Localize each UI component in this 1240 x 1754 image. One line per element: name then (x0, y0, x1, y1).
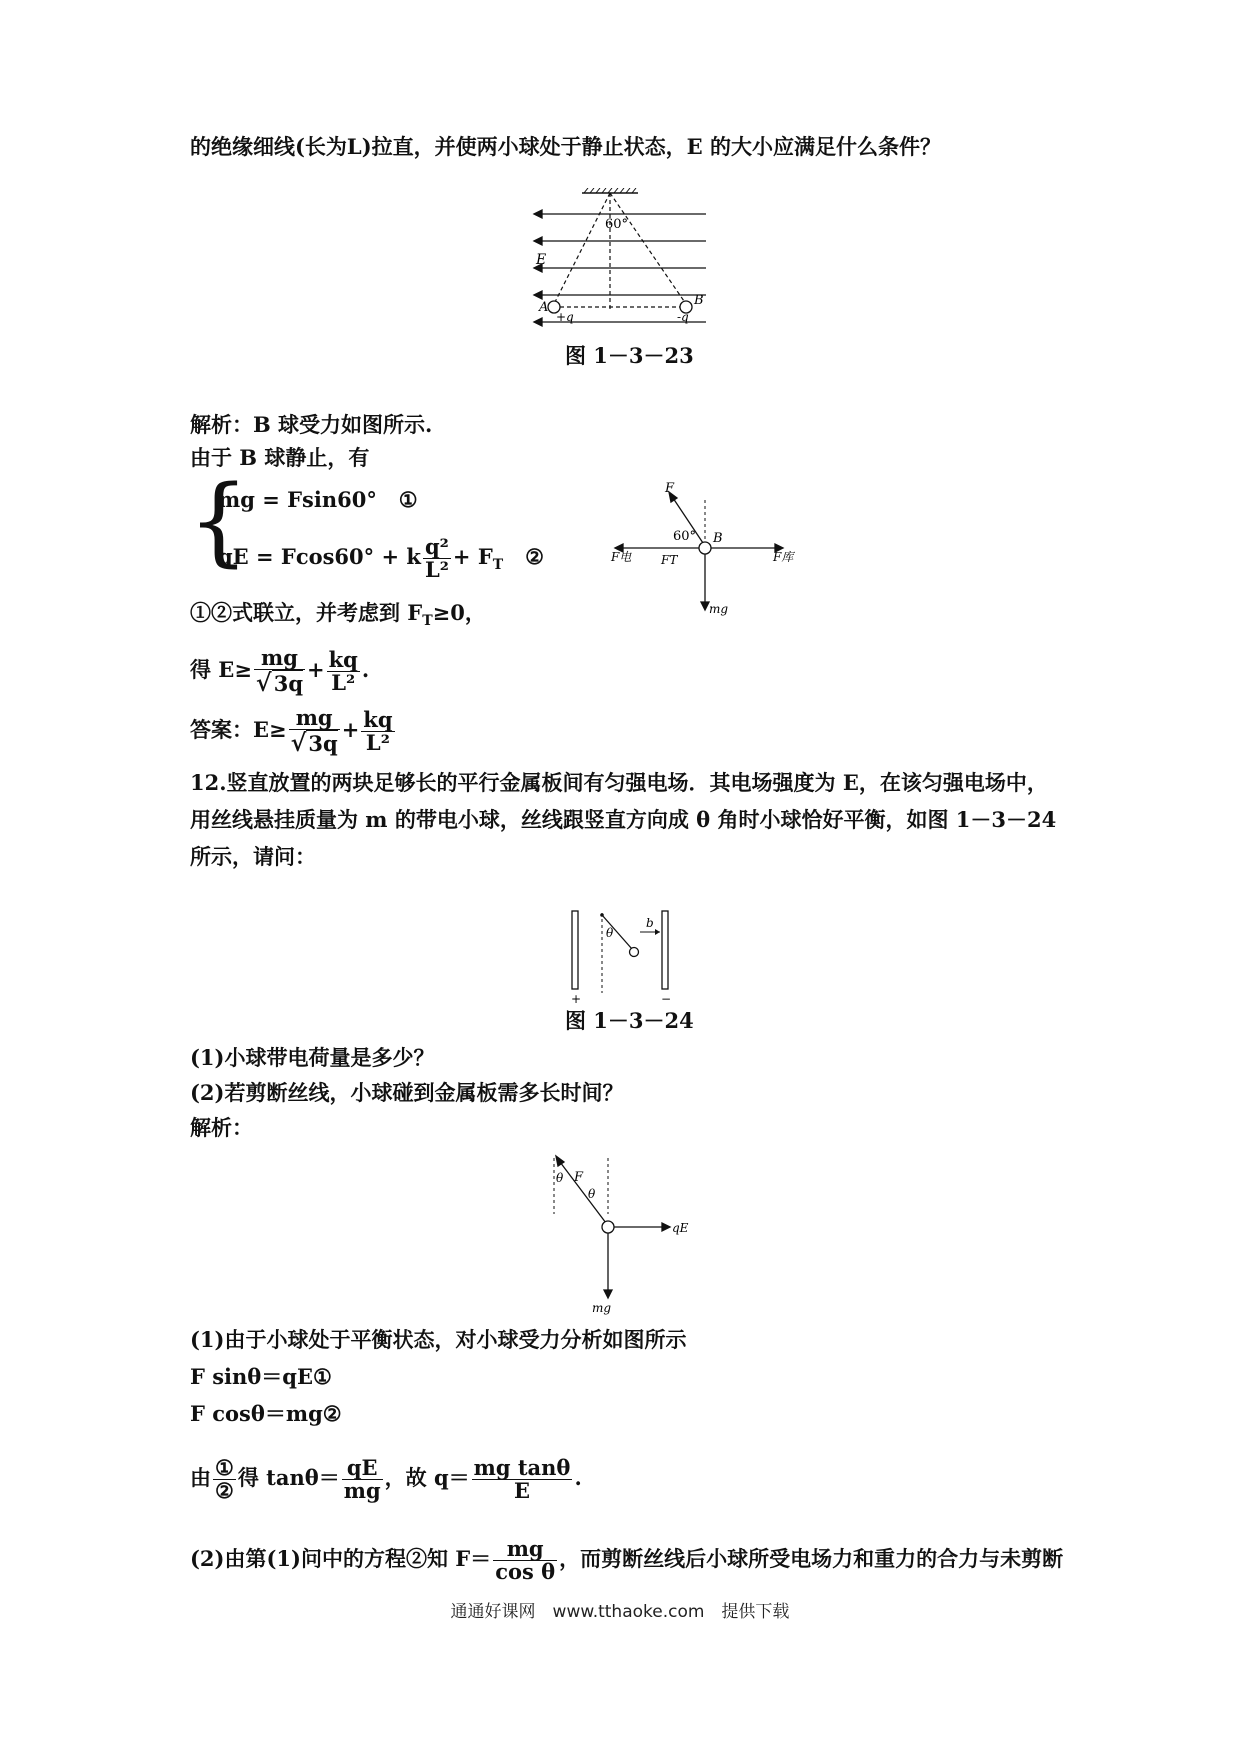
electric-force-label: qE (672, 1221, 689, 1235)
force-diagram-ball (540, 1148, 710, 1318)
question-text: 用丝线悬挂质量为 m 的带电小球，丝线跟竖直方向成 θ 角时小球恰好平衡，如图 1－3－24 (190, 807, 1057, 832)
question-text: 12.竖直放置的两块足够长的平行金属板间有匀强电场．其电场强度为 E，在该匀强电场中， (190, 770, 1048, 795)
charge-a-label: +q (556, 310, 574, 324)
solution-heading: 解析： (190, 1115, 253, 1140)
solution-text: (1)由于小球处于平衡状态，对小球受力分析如图所示 (190, 1327, 687, 1352)
ball-b-label: B (694, 293, 704, 308)
question-part: (2)若剪断丝线，小球碰到金属板需多长时间？ (190, 1080, 624, 1105)
text-line: 由于 B 球静止，有 (190, 445, 370, 470)
force-diagram-b (605, 480, 805, 630)
equation-system (188, 465, 544, 585)
force-tension-label: FT (661, 553, 678, 567)
ball-b-label: B (713, 531, 723, 546)
theta-label: θ (556, 1171, 564, 1185)
plate-minus-label: − (661, 992, 672, 1005)
question-part: (1)小球带电荷量是多少？ (190, 1045, 435, 1070)
solution-text: (2)由第(1)问中的方程②知 F＝ $\frac{mg}{\text{cos θ}}$ ，而剪断丝线后小球所受电场力和重力的合力与未剪断 (190, 1535, 1064, 1584)
force-f-label: F (665, 481, 675, 496)
answer-formula: 答案：E≥ $\frac{mg}{√3q}$ + $\frac{kq}{\text{L²}}$ (190, 705, 393, 758)
equation-2: qE = Fcos60° + k $\frac{\text{q²}}{\text{L²}}$ + $F_T$ ② (218, 533, 544, 582)
distance-b-label: b (646, 916, 654, 930)
page-footer: 通通好课网 www.tthaoke.com 提供下载 (450, 1602, 790, 1622)
figure-1-3-23 (520, 188, 720, 338)
text-line: ①②式联立，并考虑到 $F_T\ge 0$， (190, 600, 486, 630)
brace: { (188, 465, 250, 577)
ball-a-label: A (539, 300, 549, 315)
charge-b-label: -q (677, 310, 689, 324)
text-line: 的绝缘细线(长为L)拉直，并使两小球处于静止状态，E 的大小应满足什么条件？ (190, 134, 941, 159)
theta-label: θ (588, 1187, 596, 1201)
result-formula: 由 $\frac{\text{①}}{\text{②}}$ 得 tanθ＝ $\frac{qE}{mg}$ ，故 q＝ $\frac{\text{mg tanθ}}{E}$ . (190, 1454, 582, 1503)
force-electric-label: F电 (611, 550, 632, 564)
figure-caption: 图 1－3－24 (565, 1008, 694, 1033)
equation-2: F cosθ＝mg② (190, 1401, 342, 1426)
figure-1-3-24 (560, 905, 680, 1005)
result-formula: 得 E≥ $\frac{mg}{√3q}$ + $\frac{kq}{\text{L²}}$ . (190, 645, 370, 698)
solution-heading: 解析：B 球受力如图所示. (190, 412, 433, 437)
force-f-label: F (574, 1170, 584, 1185)
force-coulomb-label: F库 (773, 550, 794, 564)
plate-plus-label: + (571, 992, 582, 1005)
figure-caption: 图 1－3－23 (565, 343, 694, 368)
theta-label: θ (606, 926, 614, 940)
equation-1: mg = Fsin60° ① (218, 487, 418, 512)
weight-label: mg (592, 1301, 612, 1315)
equation-1: F sinθ＝qE① (190, 1364, 332, 1389)
question-text: 所示，请问： (190, 844, 316, 869)
field-label: E (536, 252, 547, 268)
angle-label: 60° (605, 217, 629, 232)
angle-label: 60° (673, 529, 697, 544)
weight-label: mg (709, 602, 729, 616)
